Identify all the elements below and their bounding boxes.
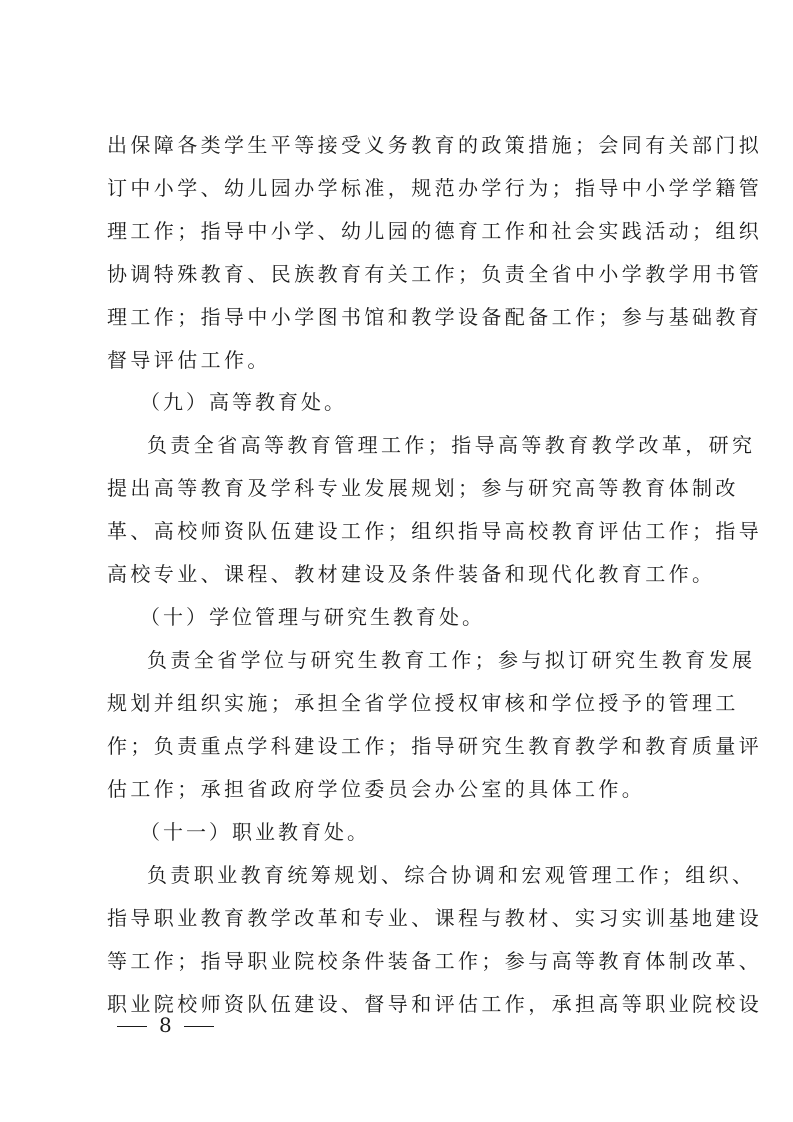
body-text-line: 出保障各类学生平等接受义务教育的政策措施；会同有关部门拟 (107, 133, 763, 157)
page-number (117, 1010, 214, 1040)
body-text-line: 等工作；指导职业院校条件装备工作；参与高等教育体制改革、 (107, 949, 763, 973)
body-text-line: 作；负责重点学科建设工作；指导研究生教育教学和教育质量评 (107, 734, 763, 758)
body-text-line: 革、高校师资队伍建设工作；组织指导高校教育评估工作；指导 (107, 519, 763, 543)
body-text-line: 高校专业、课程、教材建设及条件装备和现代化教育工作。 (107, 562, 716, 586)
body-text-line: 理工作；指导中小学、幼儿园的德育工作和社会实践活动；组织 (107, 219, 763, 243)
body-text-line: 负责全省学位与研究生教育工作；参与拟订研究生教育发展 (147, 648, 756, 672)
body-text-line: 协调特殊教育、民族教育有关工作；负责全省中小学教学用书管 (107, 262, 763, 286)
section-heading-eleven: （十一）职业教育处。 (140, 820, 370, 844)
page-number-right-dash (184, 1026, 214, 1027)
section-heading-ten: （十）学位管理与研究生教育处。 (140, 605, 485, 629)
body-text-line: 理工作；指导中小学图书馆和教学设备配备工作；参与基础教育 (107, 305, 763, 329)
body-text-line: 规划并组织实施；承担全省学位授权审核和学位授予的管理工 (107, 691, 739, 715)
body-text-line: 督导评估工作。 (107, 348, 271, 372)
body-text-line: 订中小学、幼儿园办学标准，规范办学行为；指导中小学学籍管 (107, 176, 763, 200)
body-text-line: 指导职业教育教学改革和专业、课程与教材、实习实训基地建设 (107, 906, 763, 930)
body-text-line: 职业院校师资队伍建设、督导和评估工作，承担高等职业院校设 (107, 992, 763, 1016)
section-heading-nine: （九）高等教育处。 (140, 390, 347, 414)
page-number-left-dash (117, 1026, 147, 1027)
body-text-line: 提出高等教育及学科专业发展规划；参与研究高等教育体制改 (107, 476, 739, 500)
body-text-line: 负责职业教育统筹规划、综合协调和宏观管理工作；组织、 (147, 863, 756, 887)
page-number-value: 8 (159, 1013, 172, 1037)
body-text-line: 负责全省高等教育管理工作；指导高等教育教学改革，研究 (147, 433, 756, 457)
body-text-line: 估工作；承担省政府学位委员会办公室的具体工作。 (107, 777, 646, 801)
